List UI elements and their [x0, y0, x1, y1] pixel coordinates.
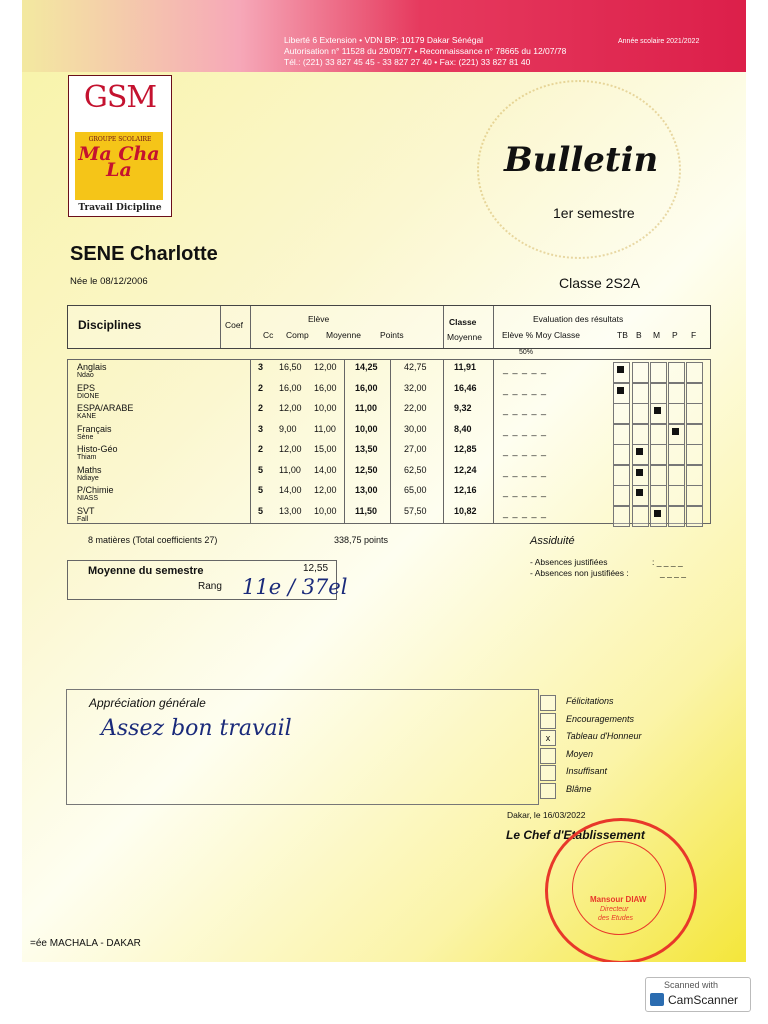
subject-cc: 12,00: [279, 444, 302, 454]
signature-chef: Le Chef d'Etablissement: [506, 828, 645, 842]
subject-name: P/Chimie: [77, 485, 114, 495]
grade-box: [686, 403, 703, 424]
subject-moyenne: 16,00: [355, 382, 378, 393]
subject-points: 22,00: [404, 403, 427, 413]
subject-moyenne: 13,50: [355, 444, 378, 454]
rank-value-handwritten: 11e / 37el: [242, 575, 348, 599]
header-points: Points: [380, 330, 404, 340]
mention-checkbox: [540, 695, 556, 711]
subject-points: 30,00: [404, 423, 427, 434]
logo-group-text: GROUPE SCOLAIRE: [88, 136, 152, 143]
grade-box: [686, 362, 703, 383]
subject-comp: 10,00: [314, 403, 337, 413]
stamp-name: Mansour DIAW: [590, 895, 647, 904]
subject-teacher: Thiam: [77, 454, 97, 461]
mention-label: Félicitations: [566, 696, 614, 706]
col-divider: [493, 306, 494, 348]
table-row: [68, 506, 710, 527]
subject-points: 57,50: [404, 505, 427, 516]
student-birthdate: Née le 08/12/2006: [70, 276, 148, 287]
assiduite-title: Assiduité: [530, 535, 575, 547]
camscanner-line2: CamScanner: [668, 993, 739, 1007]
subject-cc: 16,00: [279, 382, 302, 393]
header-b: B: [636, 330, 642, 340]
stamp-role2: des Etudes: [598, 915, 634, 922]
grade-box: [668, 383, 685, 404]
header-moyenne: Moyenne: [326, 330, 361, 340]
mention-label: Tableau d'Honneur: [566, 731, 642, 741]
col-divider: [443, 306, 444, 348]
mention-checkbox: [540, 765, 556, 781]
summary-total-points: 338,75 points: [334, 535, 389, 545]
mention-label: Encouragements: [566, 713, 635, 724]
subject-moyenne: 11,00: [355, 403, 378, 413]
header-eleve-pct: Elève % Moy Classe: [502, 330, 580, 340]
mention-checkbox: [540, 713, 556, 729]
subject-cc: 9,00: [279, 423, 297, 434]
subject-points: 65,00: [404, 485, 427, 495]
subject-class-average: 8,40: [454, 423, 472, 434]
grade-mark: [654, 407, 661, 414]
header-disciplines: Disciplines: [78, 318, 142, 332]
subject-points: 27,00: [404, 444, 427, 454]
grades-table-body: [67, 359, 711, 524]
subject-points: 42,75: [404, 362, 427, 372]
table-row: [68, 465, 710, 486]
subject-comp: 11,00: [314, 423, 336, 434]
summary-matieres: 8 matières (Total coefficients 27): [88, 535, 218, 545]
bulletin-sheet: [22, 0, 746, 962]
logo-gsm-text: GSM: [83, 80, 157, 115]
grade-box: [650, 424, 667, 445]
mention-label: Blâme: [566, 783, 592, 794]
subject-teacher: KANE: [77, 413, 97, 420]
grade-box: [650, 444, 667, 465]
subject-coef: 2: [258, 444, 264, 454]
header-eleve: Elève: [308, 314, 330, 324]
semester-label: 1er semestre: [553, 205, 635, 221]
header-phone: Tél.: (221) 33 827 45 45 - 33 827 27 40 • Fax: (221) 33 827 81 40: [284, 57, 531, 67]
signature-date: Dakar, le 16/03/2022: [507, 810, 586, 820]
mention-label: Insuffisant: [566, 766, 608, 776]
subject-class-average: 16,46: [454, 382, 477, 393]
subject-moyenne: 11,50: [355, 505, 378, 516]
mentions-list: [537, 689, 721, 803]
eleve-pct-dashes: _ _ _ _ _: [503, 466, 548, 477]
eleve-pct-dashes: _ _ _ _ _: [503, 405, 548, 415]
logo-machala-mark: Ma Cha La: [78, 143, 160, 181]
grade-mark: [617, 387, 624, 394]
subject-comp: 14,00: [314, 464, 337, 475]
subject-name: ESPA/ARABE: [77, 403, 134, 413]
subject-name: Français: [77, 423, 112, 434]
eleve-pct-dashes: _ _ _ _ _: [503, 364, 548, 374]
grade-box: [632, 506, 649, 527]
grade-box: [650, 465, 667, 486]
header-address: Liberté 6 Extension • VDN BP: 10179 Dakar Sénégal: [284, 35, 484, 45]
grade-box: [632, 362, 649, 383]
grade-box: [613, 424, 630, 445]
subject-teacher: Ndao: [77, 372, 94, 379]
subject-class-average: 12,16: [454, 485, 477, 495]
header-classe-moyenne: Moyenne: [447, 332, 482, 342]
subject-coef: 2: [258, 382, 264, 393]
grade-mark: [636, 448, 643, 455]
official-stamp: [545, 818, 697, 962]
student-class: Classe 2S2A: [559, 275, 640, 291]
grade-box: [650, 485, 667, 506]
subject-moyenne: 13,00: [355, 485, 378, 495]
subject-class-average: 12,85: [454, 444, 477, 454]
eleve-pct-dashes: _ _ _ _ _: [503, 507, 548, 518]
scale-fifty-percent: 50%: [519, 349, 534, 356]
grade-mark: [672, 428, 679, 435]
subject-cc: 14,00: [279, 485, 302, 495]
mention-checkbox: x: [540, 730, 556, 746]
absences-unjustified-value: _ _ _ _: [660, 568, 686, 578]
grades-table-header: [67, 305, 711, 349]
rank-label: Rang: [198, 581, 222, 592]
grade-mark: [636, 489, 643, 496]
grade-box: [668, 485, 685, 506]
grade-box: [613, 485, 630, 506]
school-logo: [68, 75, 172, 217]
grade-box: [686, 465, 703, 486]
subject-teacher: Fall: [77, 515, 89, 523]
mention-label: Moyen: [566, 748, 594, 759]
header-p: P: [672, 330, 678, 340]
eleve-pct-dashes: _ _ _ _ _: [503, 425, 548, 436]
absences-justified: - Absences justifiées: [530, 557, 608, 567]
header-evaluation: Evaluation des résultats: [533, 314, 624, 324]
header-authorisation: Autorisation n° 11528 du 29/09/77 • Reconnaissance n° 78665 du 12/07/78: [284, 46, 567, 56]
subject-coef: 3: [258, 423, 264, 434]
grade-box: [632, 383, 649, 404]
subject-coef: 2: [258, 403, 264, 413]
appreciation-handwritten: Assez bon travail: [101, 716, 292, 741]
appreciation-label: Appréciation générale: [89, 696, 206, 710]
school-year: Année scolaire 2021/2022: [618, 38, 700, 45]
grade-mark: [636, 469, 643, 476]
subject-comp: 12,00: [314, 362, 337, 372]
subject-comp: 16,00: [314, 382, 337, 393]
grade-box: [650, 362, 667, 383]
header-classe: Classe: [449, 317, 477, 327]
subject-moyenne: 12,50: [355, 464, 378, 475]
subject-cc: 16,50: [279, 362, 302, 372]
grade-box: [632, 403, 649, 424]
eleve-pct-dashes: _ _ _ _ _: [503, 487, 548, 497]
subject-teacher: DIONE: [77, 392, 100, 400]
col-divider: [250, 306, 251, 348]
subject-class-average: 11,91: [454, 362, 477, 372]
grade-box: [668, 403, 685, 424]
header-f: F: [691, 330, 697, 340]
subject-cc: 12,00: [279, 403, 302, 413]
subject-teacher: NIASS: [77, 495, 99, 502]
mention-checkbox: [540, 783, 556, 799]
table-row: [68, 485, 710, 506]
eleve-pct-dashes: _ _ _ _ _: [503, 446, 548, 456]
subject-class-average: 12,24: [454, 464, 477, 475]
subject-moyenne: 14,25: [355, 362, 378, 372]
average-label: Moyenne du semestre: [88, 565, 204, 577]
table-row: [68, 403, 710, 424]
document-title: Bulletin: [504, 140, 659, 180]
subject-coef: 5: [258, 485, 264, 495]
header-cc: Cc: [263, 330, 274, 340]
subject-teacher: Sène: [77, 433, 94, 441]
subject-cc: 13,00: [279, 505, 302, 516]
subject-coef: 3: [258, 362, 264, 372]
subject-cc: 11,00: [279, 464, 301, 475]
subject-comp: 10,00: [314, 505, 337, 516]
subject-name: EPS: [77, 382, 96, 393]
stamp-role1: Directeur: [600, 906, 629, 913]
subject-name: Histo-Géo: [77, 444, 118, 454]
subject-moyenne: 10,00: [355, 423, 378, 434]
table-row: [68, 383, 710, 404]
student-name: SENE Charlotte: [70, 243, 218, 265]
camscanner-line1: Scanned with: [664, 980, 719, 990]
grade-box: [668, 444, 685, 465]
absences-justified-value: : _ _ _ _: [652, 557, 683, 567]
grade-box: [668, 362, 685, 383]
header-comp: Comp: [286, 330, 309, 340]
grade-box: [686, 424, 703, 445]
subject-comp: 15,00: [314, 444, 337, 454]
grade-box: [632, 424, 649, 445]
grade-box: [686, 506, 703, 527]
table-row: [68, 444, 710, 465]
grade-box: [668, 506, 685, 527]
grade-box: [613, 444, 630, 465]
absences-unjustified: - Absences non justifiées :: [530, 568, 629, 578]
grade-box: [613, 465, 630, 486]
subject-name: Anglais: [77, 362, 107, 372]
grade-box: [613, 506, 630, 527]
table-row: [68, 362, 710, 383]
subject-class-average: 10,82: [454, 505, 477, 516]
subject-class-average: 9,32: [454, 403, 472, 413]
logo-motto: Travail Dicipline: [78, 203, 162, 213]
subject-name: Maths: [77, 464, 102, 475]
eleve-pct-dashes: _ _ _ _ _: [503, 384, 548, 395]
subject-teacher: Ndiaye: [77, 474, 99, 482]
grade-box: [686, 485, 703, 506]
camscanner-logo-icon: [650, 993, 664, 1006]
footer-school-name: =ée MACHALA - DAKAR: [30, 938, 141, 949]
grade-box: [668, 465, 685, 486]
subject-name: SVT: [77, 505, 95, 516]
appreciation-box: [66, 689, 539, 805]
header-coef: Coef: [225, 320, 243, 330]
average-value: 12,55: [303, 563, 329, 574]
grade-box: [686, 383, 703, 404]
header-tb: TB: [617, 330, 628, 340]
grade-box: [650, 383, 667, 404]
subject-points: 62,50: [404, 464, 427, 475]
subject-coef: 5: [258, 505, 264, 516]
header-m: M: [653, 330, 661, 340]
mention-checkbox: [540, 748, 556, 764]
grade-box: [686, 444, 703, 465]
subject-coef: 5: [258, 464, 264, 475]
subject-comp: 12,00: [314, 485, 337, 495]
grade-mark: [617, 366, 624, 373]
subject-points: 32,00: [404, 382, 427, 393]
table-row: [68, 424, 710, 445]
grade-mark: [654, 510, 661, 517]
grade-box: [613, 403, 630, 424]
camscanner-badge: [645, 977, 751, 1012]
col-divider: [220, 306, 221, 348]
